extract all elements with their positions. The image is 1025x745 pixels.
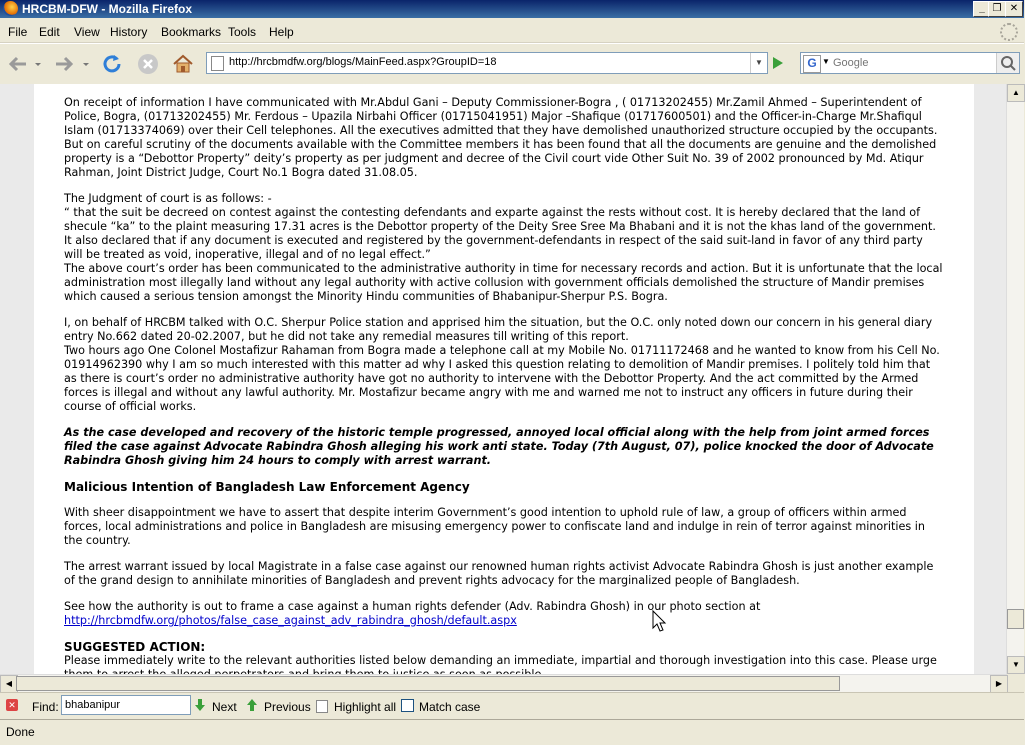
- find-label: Find:: [32, 700, 59, 714]
- search-bar[interactable]: [800, 52, 1020, 74]
- vertical-scroll-thumb[interactable]: [1007, 609, 1024, 629]
- paragraph: The above court’s order has been communicated to the administrative authority in time for necessary records and action. But it is unfortunate that the local administration most illegally land without any legal authority with active collusion with government officials demolished the structure of Mandir premises which caused a serious tension amongst the Minority Hindu communities of Bhabanipur-Sherpur P.S. Bogra.: [64, 262, 943, 303]
- firefox-logo-icon: [3, 1, 18, 16]
- paragraph: With sheer disappointment we have to assert that despite interim Government’s good intention to uphold rule of law, a group of officers within armed forces, local administrations and police in Bangladesh are misusing emergency power to confiscate land and indulge in rein of terror against minorities in the country.: [64, 506, 925, 547]
- next-arrow-icon[interactable]: [194, 698, 206, 712]
- restore-button[interactable]: ❐: [988, 1, 1006, 17]
- back-arrow-icon[interactable]: [6, 52, 30, 76]
- find-previous-button[interactable]: Previous: [264, 700, 311, 714]
- close-window-button[interactable]: ✕: [1005, 1, 1023, 17]
- address-bar[interactable]: [206, 52, 768, 74]
- menu-file[interactable]: File: [8, 25, 28, 39]
- url-text[interactable]: http://hrcbmdfw.org/blogs/MainFeed.aspx?GroupID=18: [229, 56, 497, 68]
- go-arrow-icon[interactable]: [768, 53, 788, 73]
- photo-section-link[interactable]: http://hrcbmdfw.org/photos/false_case_against_adv_rabindra_ghosh/default.aspx: [64, 614, 517, 627]
- horizontal-scroll-thumb[interactable]: [16, 676, 840, 691]
- search-icon[interactable]: [996, 53, 1019, 73]
- url-dropdown-icon[interactable]: ▼: [750, 53, 767, 73]
- mouse-cursor-icon: [652, 610, 666, 632]
- scroll-up-icon[interactable]: ▲: [1007, 84, 1025, 102]
- menu-edit[interactable]: Edit: [39, 25, 60, 39]
- reload-icon[interactable]: [100, 52, 124, 76]
- menu-view[interactable]: View: [74, 25, 100, 39]
- title-bar: [0, 0, 1024, 18]
- paragraph: Two hours ago One Colonel Mostafizur Rahaman from Bogra made a telephone call at my Mobile No. 01711172468 and he wanted to know from his Cell No. 01914962390 why I am so much interested with this matter ad why I asked this question relating to demolition of Mandir premises. I politely told him that as there is court’s order no administrative authority have got no authority to intervene with the Debottor Property. And the act committed by the Armed forces is illegal and without any lawful authority. Mr. Mostafizur became angry with me and warned me not to instruct any officers in future during their course of official works.: [64, 344, 940, 413]
- google-engine-icon[interactable]: G: [803, 55, 821, 73]
- minimize-button[interactable]: _: [973, 1, 991, 17]
- paragraph: I, on behalf of HRCBM talked with O.C. Sherpur Police station and apprised him the situation, but the O.C. only noted down our concern in his general diary entry No.662 dated 20-02.2007, but he did not take any remedial measures till writing of this report.: [64, 316, 933, 343]
- emphasis-paragraph: As the case developed and recovery of the historic temple progressed, annoyed local official along with the help from joint armed forces filed the case against Advocate Rabindra Ghosh alleging his work anti state. Today (7th August, 07), police knocked the door of Advocate Rabindra Ghosh giving him 24 hours to comply with arrest warrant.: [64, 426, 934, 467]
- close-find-icon[interactable]: ✕: [6, 699, 18, 711]
- menu-bar: [0, 20, 1024, 43]
- quote-paragraph: “ that the suit be decreed on contest against the contesting defendants and exparte against the rests without cost. It is hereby declared that the land of shecule “ka” to the plaint measuring 17.31 acres is the Debottor property of the Deity Sree Sree Ma Bhabani and it is not the khas land of the government. It also declared that if any document is executed and registered by the government-defendants in respect of the said suit-land in favor of any third party will be treated as void, inoperative, illegal and of no legal effect.”: [64, 206, 936, 261]
- forward-dropdown-icon[interactable]: [80, 52, 92, 76]
- home-icon[interactable]: [171, 52, 195, 76]
- paragraph: Please immediately write to the relevant authorities listed below demanding an immediate, impartial and thorough investigation into this case. Please urge: [64, 654, 937, 667]
- paragraph: The arrest warrant issued by local Magistrate in a false case against our renowned human rights activist Advocate Rabindra Ghosh is just another example of the grand design to annihilate minorities of Bangladesh and prevent rights advocacy for the marginalized people of Bangladesh.: [64, 560, 934, 587]
- status-text: Done: [6, 725, 35, 739]
- forward-arrow-icon[interactable]: [52, 52, 76, 76]
- scroll-right-icon[interactable]: ▶: [990, 675, 1008, 693]
- window-title: HRCBM-DFW - Mozilla Firefox: [22, 2, 192, 16]
- activity-throbber-icon: [1000, 23, 1018, 41]
- match-case-checkbox[interactable]: [401, 699, 414, 712]
- vertical-scrollbar[interactable]: [1006, 84, 1024, 674]
- status-bar: [0, 719, 1024, 745]
- match-case-label[interactable]: Match case: [419, 700, 481, 714]
- menu-tools[interactable]: Tools: [228, 25, 257, 39]
- web-page: [34, 84, 974, 674]
- section-heading: Malicious Intention of Bangladesh Law Enforcement Agency: [64, 480, 470, 494]
- menu-bookmarks[interactable]: Bookmarks: [161, 25, 222, 39]
- search-input[interactable]: [831, 55, 995, 71]
- scroll-left-icon[interactable]: ◀: [0, 675, 18, 693]
- engine-dropdown-icon[interactable]: ▼: [822, 57, 830, 66]
- page-icon: [211, 56, 224, 71]
- menu-history[interactable]: History: [110, 25, 148, 39]
- highlight-icon: [316, 700, 328, 713]
- find-next-button[interactable]: Next: [212, 700, 237, 714]
- back-dropdown-icon[interactable]: [32, 52, 44, 76]
- find-bar: [0, 692, 1024, 719]
- find-input[interactable]: [61, 695, 191, 715]
- suggested-action-heading: SUGGESTED ACTION:: [64, 640, 206, 654]
- stop-icon[interactable]: [136, 52, 160, 76]
- paragraph: See how the authority is out to frame a case against a human rights defender (Adv. Rabindra Ghosh) in our photo section at: [64, 600, 761, 613]
- menu-help[interactable]: Help: [269, 25, 294, 39]
- paragraph: On receipt of information I have communicated with Mr.Abdul Gani – Deputy Commissioner-Bogra , ( 01713202455) Mr.Zamil Ahmed – Superintendent of Police, Bogra, (01713202455) Mr. Ferdous – Upazila Nirbahi Officer (01715041951) Major –Shafique (01717600501) and the Officer-in-Charge Mr.Shafiqul Islam (01713374069) over their Cell telephones. All the executives admitted that they have demolished unauthorized structure occupied by the occupants. But on careful scrutiny of the documents available with the Committee members it has been found that all the documents are genuine and the demolished property is a “Debottor Property” deity’s property as per judgment and decree of the Civil court vide Other Suit No. 39 of 2002 pronounced by Md. Atiqur Rahman, Joint District Judge, Court No.1 Bogra dated 31.08.05.: [64, 96, 938, 179]
- highlight-all-button[interactable]: Highlight all: [334, 700, 397, 714]
- content-area: [0, 84, 1024, 674]
- previous-arrow-icon[interactable]: [246, 698, 258, 712]
- paragraph: The Judgment of court is as follows: -: [64, 192, 272, 205]
- scroll-down-icon[interactable]: ▼: [1007, 656, 1025, 674]
- horizontal-scrollbar[interactable]: [0, 674, 1007, 692]
